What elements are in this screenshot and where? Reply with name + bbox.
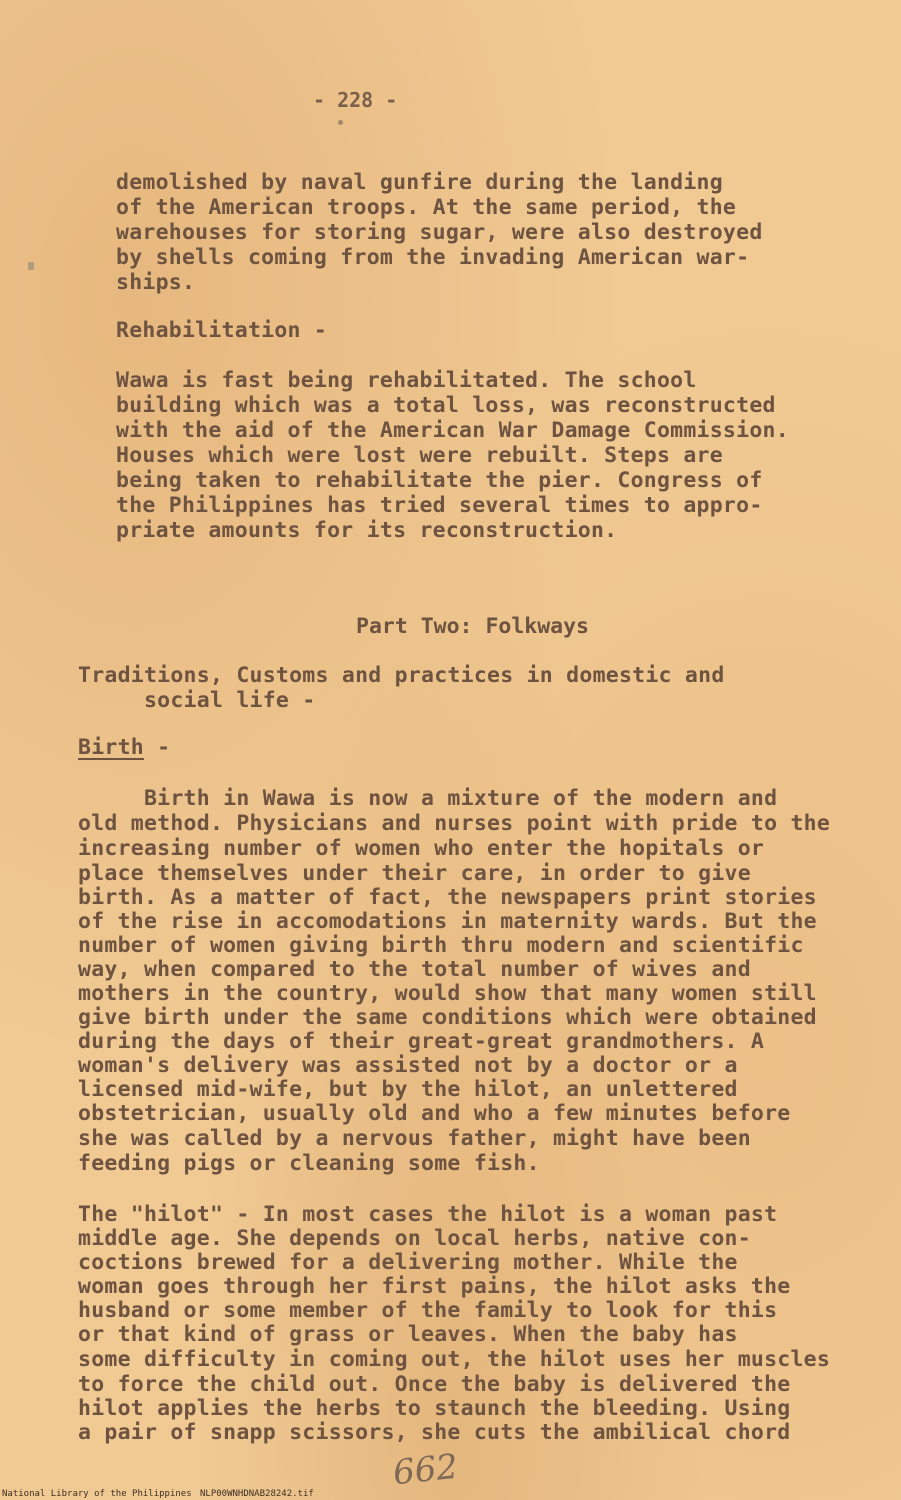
text-line: Traditions, Customs and practices in domestic and xyxy=(78,663,725,688)
footer-library-name: National Library of the Philippines xyxy=(2,1489,192,1499)
text-line: warehouses for storing sugar, were also destroyed xyxy=(116,220,763,245)
text-line: Birth in Wawa is now a mixture of the modern and xyxy=(78,786,778,811)
handwritten-page-number: 662 xyxy=(391,1446,460,1494)
text-line: Houses which were lost were rebuilt. Steps are xyxy=(116,443,723,468)
text-line: increasing number of women who enter the hopitals or xyxy=(78,836,765,861)
text-line: way, when compared to the total number of wives and xyxy=(78,957,751,982)
text-line: husband or some member of the family to look for this xyxy=(78,1298,778,1323)
text-line: social life - xyxy=(78,688,316,713)
page-number: - 228 - xyxy=(313,88,398,112)
text-line: woman's delivery was assisted not by a doctor or a xyxy=(78,1053,738,1078)
text-line: priate amounts for its reconstruction. xyxy=(116,518,618,543)
text-line: with the aid of the American War Damage Commission. xyxy=(116,418,789,443)
text-line: demolished by naval gunfire during the landing xyxy=(116,170,723,195)
text-line: being taken to rehabilitate the pier. Congress of xyxy=(116,468,763,493)
text-line: or that kind of grass or leaves. When the baby has xyxy=(78,1322,738,1347)
text-line: The "hilot" - In most cases the hilot is a woman past xyxy=(78,1202,778,1227)
text-line: to force the child out. Once the baby is delivered the xyxy=(78,1372,791,1397)
text-line: number of women giving birth thru modern and scientific xyxy=(78,933,804,958)
text-line: some difficulty in coming out, the hilot uses her muscles xyxy=(78,1347,831,1372)
birth-heading xyxy=(78,735,170,761)
ink-dot xyxy=(338,120,343,125)
text-line: Wawa is fast being rehabilitated. The school xyxy=(116,368,697,393)
text-line: of the rise in accomodations in maternity wards. But the xyxy=(78,909,817,934)
text-line: middle age. She depends on local herbs, native con- xyxy=(78,1226,751,1251)
birth-heading-dash: - xyxy=(143,735,171,760)
text-line: by shells coming from the invading American war- xyxy=(116,245,750,270)
text-line: licensed mid-wife, but by the hilot, an unlettered xyxy=(78,1077,738,1102)
text-line: a pair of snapp scissors, she cuts the ambilical chord xyxy=(78,1420,791,1445)
text-line: ships. xyxy=(116,270,196,295)
text-line: birth. As a matter of fact, the newspapers print stories xyxy=(78,885,817,910)
text-line: during the days of their great-great grandmothers. A xyxy=(78,1029,765,1054)
birth-heading-label: Birth xyxy=(78,735,144,760)
text-line: of the American troops. At the same period, the xyxy=(116,195,737,220)
text-line: mothers in the country, would show that many women still xyxy=(78,981,817,1006)
footer-file-id: NLP00WNHDNAB28242.tif xyxy=(200,1489,314,1499)
rehabilitation-heading: Rehabilitation - xyxy=(116,318,328,343)
text-line: hilot applies the herbs to staunch the bleeding. Using xyxy=(78,1396,791,1421)
text-line: place themselves under their care, in order to give xyxy=(78,861,751,886)
text-line: building which was a total loss, was reconstructed xyxy=(116,393,776,418)
part-two-heading: Part Two: Folkways xyxy=(356,614,589,639)
text-line: the Philippines has tried several times to appro- xyxy=(116,493,763,518)
text-line: she was called by a nervous father, might have been xyxy=(78,1126,751,1151)
text-line: old method. Physicians and nurses point with pride to the xyxy=(78,811,831,836)
text-line: feeding pigs or cleaning some fish. xyxy=(78,1151,540,1176)
text-line: woman goes through her first pains, the hilot asks the xyxy=(78,1274,791,1299)
text-line: give birth under the same conditions which were obtained xyxy=(78,1005,817,1030)
text-line: coctions brewed for a delivering mother. While the xyxy=(78,1250,738,1275)
margin-mark xyxy=(28,262,34,270)
text-line: obstetrician, usually old and who a few minutes before xyxy=(78,1101,791,1126)
